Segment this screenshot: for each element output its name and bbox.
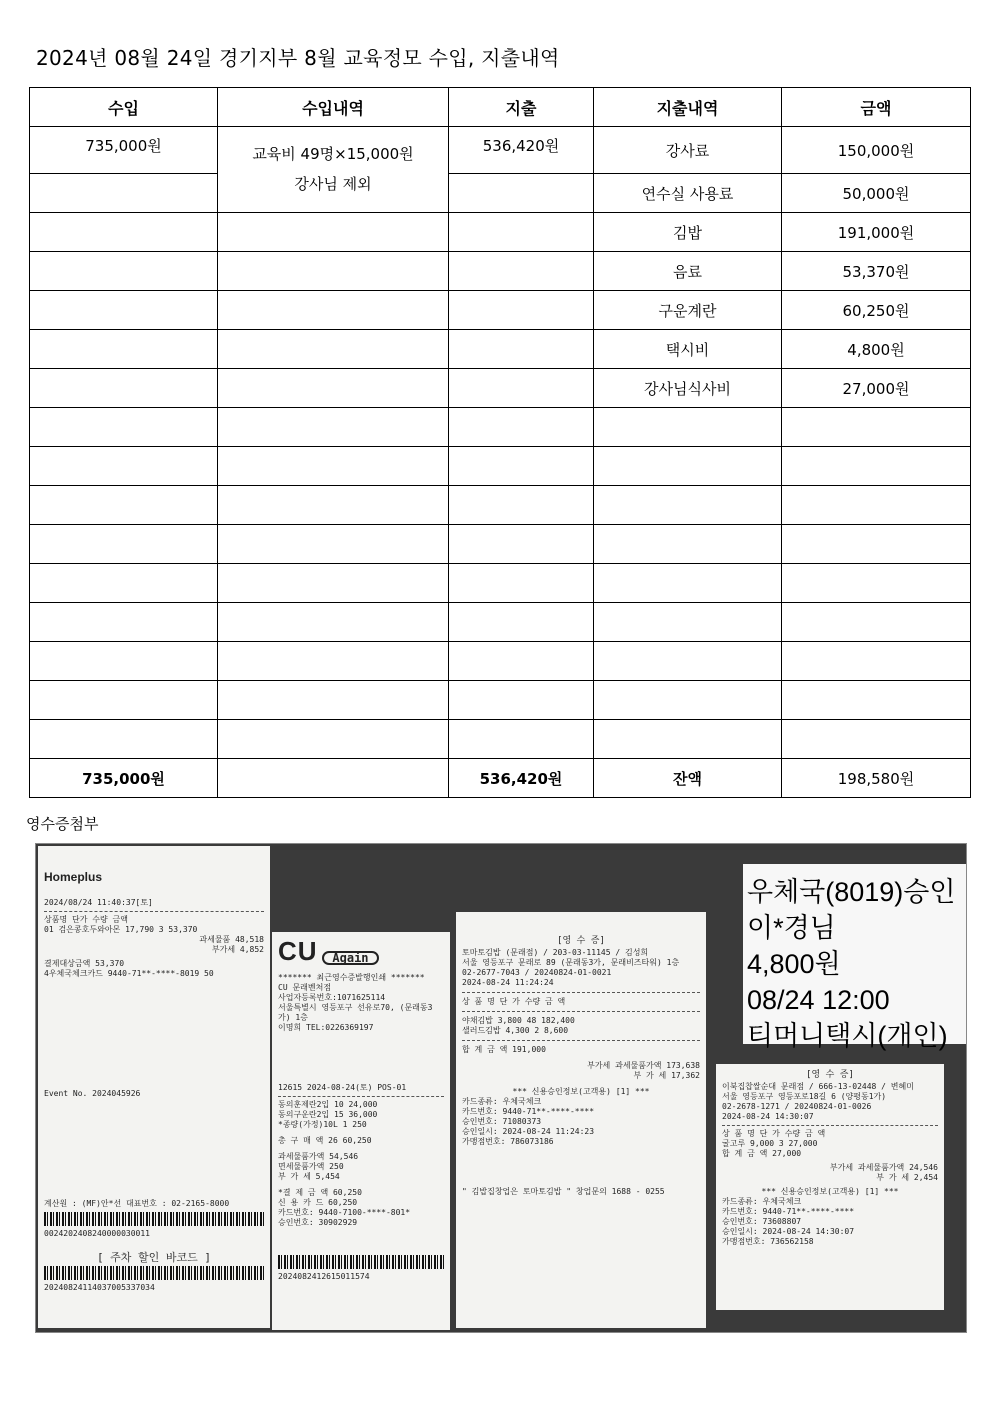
barcode-text: 2024082412615011574 bbox=[278, 1271, 370, 1281]
receipt-address: 서울 영등포구 문래로 89 (문래동3가, 문래비즈타워) 1층 bbox=[462, 958, 680, 967]
receipt-item: 01 검은콩호두와아몬 17,790 3 53,370 bbox=[44, 925, 198, 934]
receipt-approval-no: 승인번호: 71080373 bbox=[462, 1117, 542, 1126]
receipt-approval: 승인번호: 30902929 bbox=[278, 1217, 358, 1227]
ledger-table bbox=[29, 87, 971, 798]
receipt-taxable: 부가세 과세물품가액 24,546 bbox=[829, 1163, 938, 1172]
parking-code: 20240824114037005337034 bbox=[44, 1283, 155, 1292]
table-row bbox=[30, 127, 971, 174]
receipt-card-type: 카드종류: 우체국체크 bbox=[722, 1197, 802, 1206]
receipts-label: 영수증첨부 bbox=[26, 815, 99, 833]
receipt-vat: 부 가 세 17,362 bbox=[633, 1071, 700, 1080]
receipt-cardno: 카드번호: 9440-7100-****-801* bbox=[278, 1207, 411, 1217]
empty-row bbox=[30, 408, 971, 447]
receipt-date: 2024/08/24 11:40:37[토] bbox=[44, 898, 153, 907]
receipt-store: 토마토김밥 (문래점) / 203-03-11145 / 김성희 bbox=[462, 948, 649, 957]
receipt-card-no: 카드번호: 9440-71**-****-**** bbox=[462, 1107, 595, 1116]
receipt-card-type: 카드종류: 우체국체크 bbox=[462, 1097, 542, 1106]
homeplus-logo: Homeplus bbox=[44, 870, 103, 884]
barcode-icon bbox=[44, 1212, 264, 1226]
col-header-expense: 지출 bbox=[449, 88, 594, 127]
kimbap-receipt bbox=[456, 912, 706, 1328]
receipt-total: 합 계 금 액 191,000 bbox=[462, 1045, 546, 1054]
expense-item-amount: 4,800원 bbox=[782, 330, 971, 369]
expense-item: 김밥 bbox=[594, 213, 782, 252]
receipt-header: 상 품 명 단 가 수량 금 액 bbox=[462, 997, 566, 1006]
col-header-income: 수입 bbox=[30, 88, 218, 127]
sms-line: 4,800원 bbox=[747, 949, 841, 979]
empty-row bbox=[30, 642, 971, 681]
expense-item: 강사님식사비 bbox=[594, 369, 782, 408]
receipt-card-title: *** 신용승인정보(고객용) [1] *** bbox=[761, 1187, 899, 1196]
receipt-item: 동의구운란2입 15 36,000 bbox=[278, 1109, 378, 1119]
expense-item: 구운계란 bbox=[594, 291, 782, 330]
expense-item: 음료 bbox=[594, 252, 782, 291]
receipt-card-no: 카드번호: 9440-71**-****-**** bbox=[722, 1207, 855, 1216]
total-expense: 536,420원 bbox=[449, 759, 594, 798]
receipt-taxable: 과세물품 48,518 bbox=[199, 935, 264, 944]
sms-line: 이*경님 bbox=[747, 913, 836, 943]
receipt-total: 총 구 매 액 26 60,250 bbox=[278, 1135, 372, 1145]
cu-receipt bbox=[272, 932, 450, 1330]
receipt-pos: 12615 2024-08-24(토) POS-01 bbox=[278, 1082, 407, 1092]
receipt-card: 4우체국체크카드 9440-71**-****-8019 50 bbox=[44, 969, 214, 978]
empty-row bbox=[30, 603, 971, 642]
sms-line: 우체국(8019)승인 bbox=[747, 877, 956, 907]
receipt-header: ******* 최근영수증발행인쇄 ******* bbox=[278, 972, 425, 982]
income-detail bbox=[218, 127, 449, 213]
table-row bbox=[30, 369, 971, 408]
receipt-event: Event No. 2024045926 bbox=[44, 1089, 141, 1098]
table-row bbox=[30, 330, 971, 369]
receipt-merchant: 가맹점번호: 786073186 bbox=[462, 1137, 554, 1146]
receipt-paid: *결 제 금 액 60,250 bbox=[278, 1187, 362, 1197]
meal-receipt bbox=[716, 1064, 944, 1310]
expense-item-amount: 191,000원 bbox=[782, 213, 971, 252]
header-row bbox=[30, 88, 971, 127]
receipt-address: 서울 영등포구 영등포로18길 6 (양평동1가) bbox=[722, 1092, 887, 1101]
receipt-phone: 02-2677-7043 / 20240824-01-0021 bbox=[462, 968, 612, 977]
income-detail-line1: 교육비 49명×15,000원 bbox=[252, 145, 414, 163]
receipt-approval-no: 승인번호: 73608807 bbox=[722, 1217, 802, 1226]
receipt-tel: 이명희 TEL:0226369197 bbox=[278, 1022, 374, 1032]
receipt-datetime: 2024-08-24 14:30:07 bbox=[722, 1112, 814, 1121]
receipt-item: 굴고루 9,000 3 27,000 bbox=[722, 1139, 818, 1148]
receipt-total: 합 계 금 액 27,000 bbox=[722, 1149, 802, 1158]
empty-row bbox=[30, 486, 971, 525]
receipt-taxfree: 면세물품가액 250 bbox=[278, 1161, 344, 1171]
receipt-taxable: 부가세 과세물품가액 173,638 bbox=[587, 1061, 700, 1070]
expense-item-amount: 150,000원 bbox=[782, 127, 971, 174]
receipt-vat: 부 가 세 2,454 bbox=[876, 1173, 938, 1182]
barcode-text: 0024202408240000030011 bbox=[44, 1229, 150, 1238]
empty-row bbox=[30, 525, 971, 564]
expense-amount: 536,420원 bbox=[449, 127, 594, 174]
balance-amount: 198,580원 bbox=[782, 759, 971, 798]
expense-item-amount: 60,250원 bbox=[782, 291, 971, 330]
receipt-header: 상 품 명 단 가 수량 금 액 bbox=[722, 1129, 826, 1138]
table-row bbox=[30, 252, 971, 291]
income-amount: 735,000원 bbox=[30, 127, 218, 174]
receipt-vat: 부가세 4,852 bbox=[211, 945, 264, 954]
receipt-item: 샐러드김밥 4,300 2 8,600 bbox=[462, 1026, 569, 1035]
receipt-address: 서울특별시 영등포구 선유로70, (문래동3가) 1층 bbox=[278, 1002, 433, 1022]
page-title: 2024년 08월 24일 경기지부 8월 교육정모 수입, 지출내역 bbox=[36, 46, 560, 70]
empty-row bbox=[30, 447, 971, 486]
income-detail-line2: 강사님 제외 bbox=[294, 175, 372, 193]
col-header-expense-detail: 지출내역 bbox=[594, 88, 782, 127]
receipt-card-paid: 신 용 카 드 60,250 bbox=[278, 1197, 358, 1207]
col-header-amount: 금액 bbox=[782, 88, 971, 127]
expense-item-amount: 53,370원 bbox=[782, 252, 971, 291]
receipt-cashier: 계산원 : (MF)안*선 대표번호 : 02-2165-8000 bbox=[44, 1199, 230, 1208]
barcode-icon bbox=[278, 1255, 444, 1269]
receipt-total: 결제대상금액 53,370 bbox=[44, 959, 125, 968]
parking-label: [ 주차 할인 바코드 ] bbox=[96, 1251, 212, 1264]
receipt-title: [영 수 증] bbox=[806, 1070, 854, 1080]
receipt-merchant: 가맹점번호: 736562158 bbox=[722, 1237, 814, 1246]
receipts-photo bbox=[35, 843, 967, 1333]
receipt-footer: " 김밥집창업은 토마토김밥 " 창업문의 1688 - 0255 bbox=[462, 1187, 665, 1196]
expense-item-amount: 50,000원 bbox=[782, 174, 971, 213]
taxi-sms-note bbox=[743, 864, 967, 1051]
receipt-header: 상품명 단가 수량 금액 bbox=[44, 915, 129, 924]
empty-row bbox=[30, 564, 971, 603]
expense-item-amount: 27,000원 bbox=[782, 369, 971, 408]
receipt-approval-date: 승인일시: 2024-08-24 14:30:07 bbox=[722, 1227, 855, 1236]
sms-line: 티머니택시(개인) bbox=[747, 1021, 948, 1051]
expense-item: 택시비 bbox=[594, 330, 782, 369]
receipt-store: 이북집찹쌀순대 문래점 / 666-13-02448 / 변혜미 bbox=[722, 1082, 914, 1091]
cu-logo: CU bbox=[278, 936, 318, 966]
total-income: 735,000원 bbox=[30, 759, 218, 798]
empty-row bbox=[30, 681, 971, 720]
receipt-vat: 부 가 세 5,454 bbox=[278, 1171, 340, 1181]
col-header-income-detail: 수입내역 bbox=[218, 88, 449, 127]
receipt-card-title: *** 신용승인정보(고객용) [1] *** bbox=[512, 1087, 650, 1096]
receipt-taxable: 과세물품가액 54,546 bbox=[278, 1151, 359, 1161]
totals-row bbox=[30, 759, 971, 798]
again-badge: Again bbox=[322, 951, 378, 965]
receipt-item: *종량(가정)10L 1 250 bbox=[278, 1119, 367, 1129]
homeplus-receipt bbox=[38, 846, 270, 1328]
receipt-store: CU 문래벤처점 bbox=[278, 982, 332, 992]
sms-line: 08/24 12:00 bbox=[747, 985, 890, 1015]
receipt-datetime: 2024-08-24 11:24:24 bbox=[462, 978, 554, 987]
table-row bbox=[30, 213, 971, 252]
receipt-item: 동의훈제란2입 10 24,000 bbox=[278, 1099, 378, 1109]
expense-item: 연수실 사용료 bbox=[594, 174, 782, 213]
receipt-item: 야채김밥 3,800 48 182,400 bbox=[462, 1016, 575, 1025]
receipt-bizno: 사업자등록번호:1071625114 bbox=[278, 992, 386, 1002]
balance-label: 잔액 bbox=[594, 759, 782, 798]
receipt-approval-date: 승인일시: 2024-08-24 11:24:23 bbox=[462, 1127, 595, 1136]
table-row bbox=[30, 291, 971, 330]
table-row bbox=[30, 174, 971, 213]
receipt-title: [영 수 증] bbox=[557, 936, 605, 946]
empty-row bbox=[30, 720, 971, 759]
barcode-icon bbox=[44, 1266, 264, 1280]
receipt-phone: 02-2678-1271 / 20240824-01-0026 bbox=[722, 1102, 872, 1111]
expense-item: 강사료 bbox=[594, 127, 782, 174]
